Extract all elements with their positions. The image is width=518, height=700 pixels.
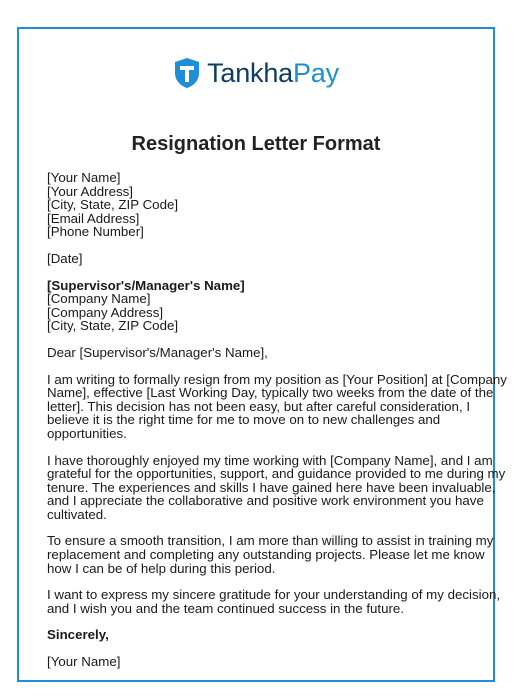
sender-line: [Your Name] <box>47 170 121 185</box>
paragraph-line: I am writing to formally resign from my position as [Your Position] at [Company <box>47 371 507 387</box>
sender-line: [Phone Number] <box>47 224 144 240</box>
letter-body <box>47 170 507 670</box>
sender-line: [City, State, ZIP Code] <box>47 197 179 213</box>
date-line: [Date] <box>47 250 83 266</box>
paragraph-line: replacement and completing any outstanding projects. Please let me know <box>47 547 485 563</box>
closing: Sincerely, <box>47 627 109 643</box>
brand-wordmark: TankhaPay <box>207 57 339 88</box>
brand-logo <box>19 57 493 89</box>
paragraph-line: and I wish you and the team continued success in the future. <box>47 600 405 616</box>
paragraph-line: believe it is the right time for me to move on to new challenges and <box>47 412 441 428</box>
sender-line: [Your Address] <box>47 183 133 199</box>
paragraph-line: To ensure a smooth transition, I am more than willing to assist in training my <box>47 533 494 549</box>
paragraph-line: and I appreciate the collaborative and positive work environment you have <box>47 493 484 509</box>
recipient-name: [Supervisor's/Manager's Name] <box>47 277 245 293</box>
paragraph-line: Name], effective [Last Working Day, typically two weeks from the date of the <box>47 385 494 401</box>
letter-page <box>17 27 507 682</box>
salutation: Dear [Supervisor's/Manager's Name], <box>47 344 268 360</box>
shield-logo-icon <box>173 57 201 89</box>
paragraph-line: I want to express my sincere gratitude for your understanding of my decision, <box>47 587 501 603</box>
paragraph-line: tenure. The experiences and skills I have gained here have been invaluable, <box>47 479 496 495</box>
paragraph-4 <box>47 587 501 616</box>
paragraph-line: opportunities. <box>47 425 127 441</box>
sender-line: [Email Address] <box>47 210 140 226</box>
page-title: Resignation Letter Format <box>131 133 381 155</box>
paragraph-line: letter]. This decision has not been easy, but after careful consideration, I <box>47 398 471 414</box>
paragraph-line: grateful for the opportunities, support, and guidance provided to me during my <box>47 466 506 482</box>
paragraph-3 <box>47 533 494 576</box>
signature: [Your Name] <box>47 654 121 670</box>
paragraph-line: cultivated. <box>47 506 107 522</box>
paragraph-1 <box>47 371 507 441</box>
recipient-line: [Company Address] <box>47 304 164 320</box>
recipient-line: [Company Name] <box>47 291 151 307</box>
paragraph-line: how I can be of help during this period. <box>47 560 276 576</box>
paragraph-line: I have thoroughly enjoyed my time working with [Company Name], and I am <box>47 452 493 468</box>
paragraph-2 <box>47 452 506 522</box>
recipient-line: [City, State, ZIP Code] <box>47 318 179 334</box>
